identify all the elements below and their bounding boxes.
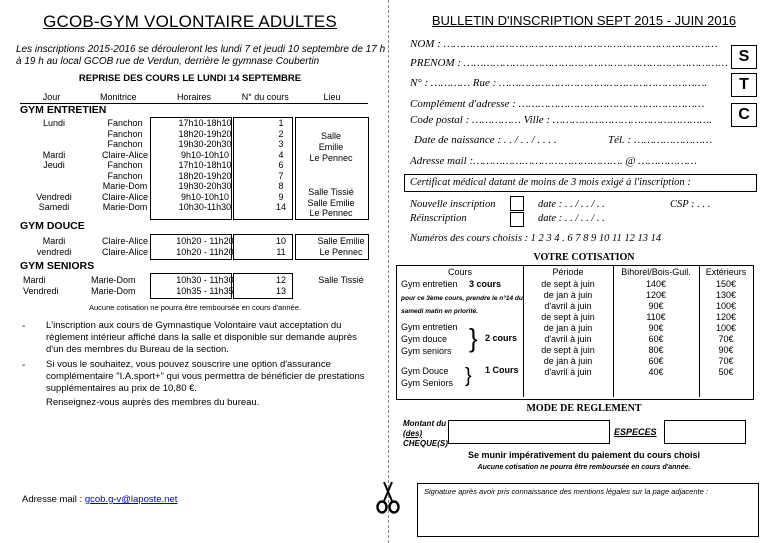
date2-field[interactable]: date : . . / . . / . .: [538, 213, 605, 224]
header-num: N° du cours: [241, 92, 289, 102]
g1-name: Gym entretien: [401, 279, 458, 289]
bullet-assurance-info: Renseignez-vous auprès des membres du bureau.: [46, 397, 260, 408]
left-title: GCOB-GYM VOLONTAIRE ADULTES: [43, 12, 337, 31]
table-row: Marie-Dom 19h30-20h30 8: [102, 181, 284, 191]
tarif-rows: [523, 279, 753, 378]
bullet-dash-1: -: [22, 321, 26, 332]
schedule-table: [20, 92, 368, 104]
csp-field[interactable]: CSP : . . .: [670, 199, 711, 210]
g3-brace: }: [465, 365, 472, 387]
intro-text: Les inscriptions 2015-2016 se dérouleront les lundi 7 et jeudi 10 septembre de 17 h à 19 h au local GCOB rue de Verdun, derrière le gymnase Coubertin: [16, 44, 386, 67]
montant-label: Montant du (des) CHEQUE(S): [403, 419, 448, 448]
g2-list: Gym entretien Gym douce Gym seniors: [401, 322, 458, 356]
rue-field[interactable]: N° : ………… Rue : ……………………………………………………….: [410, 77, 708, 89]
table-row: Fanchon 18h20-19h20 2: [107, 128, 284, 139]
certificat-box: Certificat médical datant de moins de 3 mois exigé à l'inscription :: [404, 174, 757, 192]
table-row: de jan à juin 60€ 70€: [543, 356, 734, 366]
munir-text: Se munir impérativement du paiement du cours choisi: [467, 450, 701, 460]
table-row: de jan à juin 120€ 130€: [543, 290, 737, 300]
g2-badge: 2 cours: [485, 333, 518, 343]
header-lieu: Lieu: [323, 92, 341, 102]
cotisation-table: [396, 265, 754, 400]
section-seniors: GYM SENIORS: [20, 260, 95, 272]
g3-list: Gym Douce Gym Seniors: [401, 366, 454, 388]
g1-badge: 3 cours: [469, 279, 502, 289]
no-refund-right: Aucune cotisation ne pourra être remboursée en cours d'année.: [477, 464, 691, 471]
col-periode: Période: [552, 267, 584, 277]
table-row: de jan à juin 90€ 100€: [543, 323, 737, 333]
badge-t: T: [731, 73, 757, 97]
mail-field[interactable]: Adresse mail :………………………………………. @ ………………: [410, 155, 697, 167]
prenom-field[interactable]: PRENOM : ………………………………………………………………………: [410, 57, 728, 69]
table-row: Mardi Marie-Dom 10h30 - 11h30 12 Salle Tissié: [23, 275, 364, 285]
table-row: Fanchon 19h30-20h30 3: [107, 139, 284, 149]
bullet-reglement: L'inscription aux cours de Gymnastique Volontaire vaut acceptation du règlement intérieur affiché dans la salle et disponible sur demande auprès d'un des membres du Bureau de la section.: [46, 320, 357, 355]
mail-link[interactable]: gcob.g-v@laposte.net: [84, 494, 178, 505]
bullet-assurance: Si vous le souhaitez, vous pouvez souscrire une option d'assurance complémentaire "I.A.sport+" qui vous permettra de bénéficier de prestations supplémentaires au prix de 10,80 €.: [46, 359, 365, 394]
header-horaires: Horaires: [176, 92, 211, 102]
header-monitrice: Monitrice: [100, 92, 137, 102]
reinscription-checkbox[interactable]: [510, 212, 524, 227]
signature-box[interactable]: [417, 483, 759, 537]
col-ext: Extérieurs: [705, 267, 747, 277]
g3-badge: 1 Cours: [485, 365, 519, 375]
header-jour: Jour: [42, 92, 61, 102]
table-row: Samedi Marie-Dom 10h30-11h30 14: [38, 202, 286, 212]
bullet-dash-2: -: [22, 360, 26, 371]
table-row: d'avril à juin 60€ 70€: [544, 334, 734, 344]
g2-brace: }: [469, 323, 478, 353]
section-entretien: GYM ENTRETIEN: [20, 104, 107, 116]
tel-field[interactable]: Tél. : ……………………: [608, 134, 713, 146]
lieu-tissie-emilie: Salle Tissié Salle Emilie Le Pennec: [307, 187, 355, 218]
table-row: Mardi Claire-Alice 10h20 - 11h20 10 Salle Emilie: [42, 236, 365, 246]
fold-line: [388, 0, 389, 543]
cotisation-title: VOTRE COTISATION: [533, 252, 635, 263]
table-row: de sept à juin 110€ 120€: [541, 312, 737, 322]
scissors-icon: [376, 480, 400, 514]
table-row: Jeudi Fanchon 17h10-18h10 6: [43, 160, 284, 170]
numeros-cours[interactable]: Numéros des cours choisis : 1 2 3 4 . 6 7 8 9 10 11 12 13 14: [410, 233, 662, 244]
badge-c: C: [731, 103, 757, 127]
no-refund-note: Aucune cotisation ne pourra être remboursée en cours d'année.: [89, 303, 301, 312]
nom-field[interactable]: NOM : …………………………………………………………………………: [410, 38, 718, 50]
cp-field[interactable]: Code postal : …………… Ville : ………………………………………….: [410, 114, 713, 126]
section-douce: GYM DOUCE: [20, 220, 85, 232]
table-row: d'avril à juin 90€ 100€: [544, 301, 737, 311]
nouvelle-checkbox[interactable]: [510, 196, 524, 211]
table-row: Fanchon 18h20-19h20 7: [107, 170, 284, 181]
col-cours: Cours: [447, 267, 472, 277]
table-row: de sept à juin 140€ 150€: [541, 279, 737, 289]
reinscription-label: Réinscription: [410, 213, 467, 224]
table-row: de sept à juin 80€ 90€: [541, 345, 734, 355]
badge-s: S: [731, 45, 757, 69]
table-row: Vendredi Claire-Alice 9h10-10h10 9: [36, 191, 284, 202]
table-row: Mardi Claire-Alice 9h10-10h10 4: [42, 149, 284, 160]
lieu-emilie: Salle Emilie Le Pennec: [309, 131, 353, 163]
table-row: Vendredi Marie-Dom 10h35 - 11h35 13: [23, 285, 286, 296]
mail-line: [22, 494, 177, 505]
mail-label: Adresse mail :: [22, 494, 85, 505]
schedule-title: REPRISE DES COURS LE LUNDI 14 SEPTEMBRE: [78, 73, 302, 84]
complement-field[interactable]: Complément d'adresse : …………………………………………………: [410, 98, 705, 110]
g1-note: pour ce 3ème cours, prendre le n°14 du samedi matin en priorité.: [401, 295, 523, 315]
nouvelle-label: Nouvelle inscription: [410, 199, 496, 210]
col-bihorel: Bihorel/Bois-Guil.: [621, 267, 691, 277]
table-row: d'avril à juin 40€ 50€: [544, 367, 734, 377]
table-row: vendredi Claire-Alice 10h20 - 11h20 11 Le Pennec: [36, 246, 363, 257]
date1-field[interactable]: date : . . / . . / . .: [538, 199, 605, 210]
right-title: BULLETIN D'INSCRIPTION SEPT 2015 - JUIN 2016: [431, 13, 737, 28]
cheque-amount-box[interactable]: [448, 420, 610, 444]
especes-label: ESPECES: [614, 427, 657, 437]
especes-amount-box[interactable]: [664, 420, 746, 444]
signature-label: Signature après avoir pris connaissance des mentions légales sur la page adjacente :: [424, 487, 708, 496]
table-row: Lundi Fanchon 17h10-18h10 1: [42, 118, 284, 128]
mode-title: MODE DE REGLEMENT: [526, 403, 642, 414]
naissance-field[interactable]: Date de naissance : . . / . . / . . . .: [414, 134, 557, 146]
